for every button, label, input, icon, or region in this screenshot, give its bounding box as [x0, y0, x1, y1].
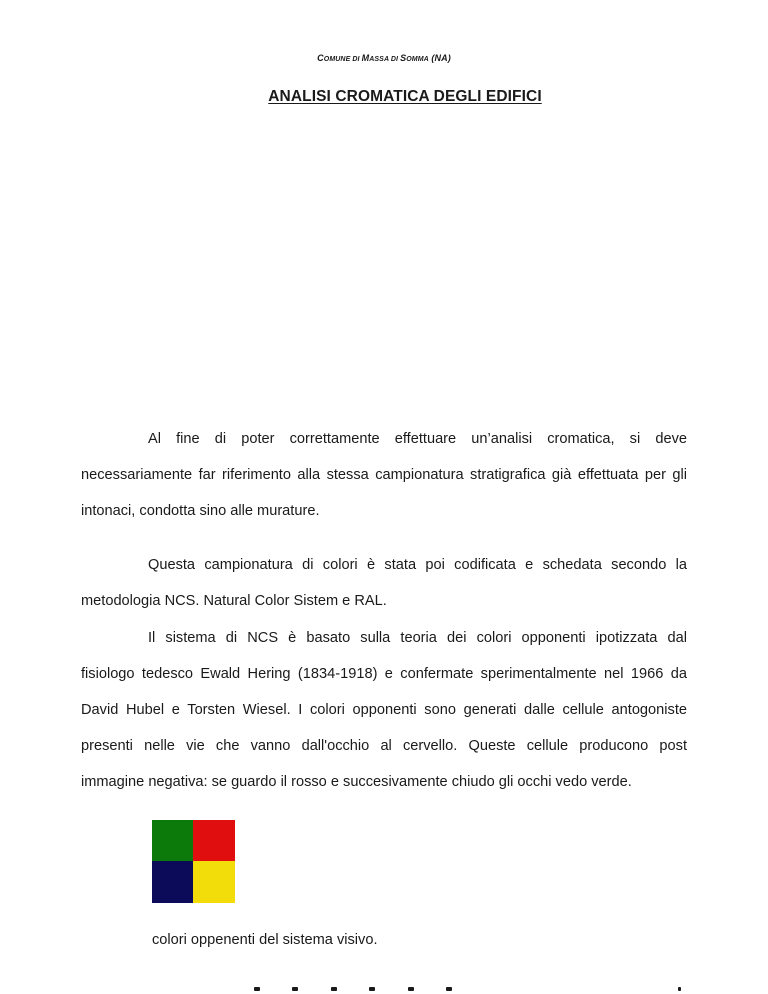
text-line: immagine negativa: se guardo il rosso e succesivamente chiudo gli occhi vedo verde.: [81, 774, 632, 790]
text-line: intonaci, condotta sino alle murature.: [81, 503, 320, 519]
paragraph-1: [81, 421, 687, 529]
header-part: C: [317, 53, 324, 63]
text-line: Il sistema di NCS è basato sulla teoria dei colori opponenti ipotizzata dal: [148, 630, 687, 646]
swatch-red: [193, 820, 235, 861]
text-line: fisiologo tedesco Ewald Hering (1834-1918) e confermate sperimentalmente nel 1966 da: [81, 666, 687, 682]
paragraph-2: [81, 547, 687, 619]
swatch-navy: [152, 861, 193, 903]
header-part: OMUNE DI: [323, 56, 362, 63]
header-part: (NA): [428, 53, 451, 63]
paragraph-3: [81, 620, 687, 800]
opponent-colors-figure: [152, 820, 235, 903]
text-line: David Hubel e Torsten Wiesel. I colori opponenti sono generati dalle cellule antogoniste: [81, 702, 687, 718]
running-header: [0, 53, 768, 63]
header-part: S: [400, 53, 407, 63]
header-part: OMMA: [406, 56, 429, 63]
text-line: Questa campionatura di colori è stata poi codificata e schedata secondo la: [148, 557, 687, 573]
swatch-green: [152, 820, 193, 861]
header-part: ASSA DI: [369, 56, 401, 63]
cut-off-text-row: [0, 987, 768, 994]
page-title: ANALISI CROMATICA DEGLI EDIFICI: [268, 88, 542, 105]
text-line: metodologia NCS. Natural Color Sistem e RAL.: [81, 593, 387, 609]
header-part: M: [361, 53, 370, 63]
figure-caption: colori oppenenti del sistema visivo.: [152, 932, 378, 948]
text-line: presenti nelle vie che vanno dall'occhio al cervello. Queste cellule producono post: [81, 738, 687, 754]
text-line: Al fine di poter correttamente effettuare un’analisi cromatica, si deve: [148, 431, 687, 447]
text-line: necessariamente far riferimento alla stessa campionatura stratigrafica già effettuata per gli: [81, 467, 687, 483]
swatch-yellow: [193, 861, 235, 903]
